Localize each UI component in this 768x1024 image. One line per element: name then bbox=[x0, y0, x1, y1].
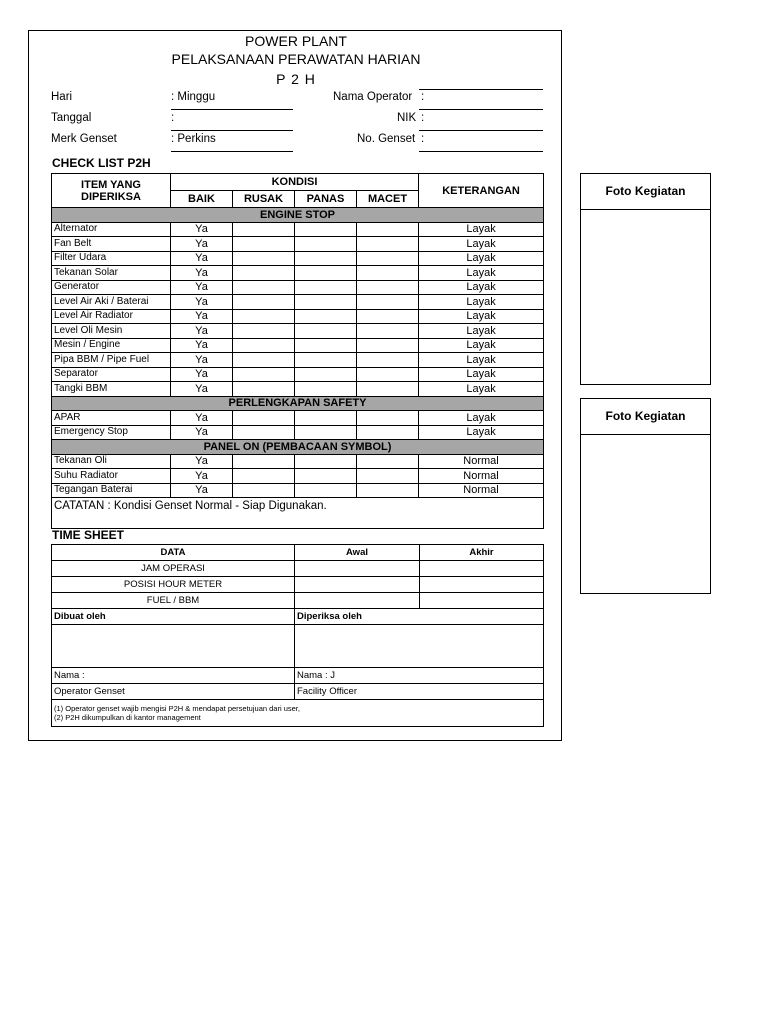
genset-line bbox=[419, 151, 543, 152]
section-header: ENGINE STOP bbox=[52, 208, 544, 223]
table-row bbox=[52, 266, 544, 281]
col-data-header: DATA bbox=[52, 545, 295, 561]
table-row bbox=[52, 411, 544, 426]
panas-cell[interactable] bbox=[295, 454, 357, 469]
operator-value[interactable]: : bbox=[421, 91, 425, 103]
macet-cell[interactable] bbox=[357, 280, 419, 295]
operator-label: Nama Operator bbox=[333, 91, 413, 103]
table-row bbox=[52, 425, 544, 440]
checklist-table bbox=[51, 173, 544, 529]
col-rusak-header: RUSAK bbox=[233, 191, 295, 208]
rusak-cell[interactable] bbox=[233, 266, 295, 281]
rusak-cell[interactable] bbox=[233, 295, 295, 310]
keterangan-cell[interactable]: Layak bbox=[419, 353, 544, 368]
rusak-cell[interactable] bbox=[233, 338, 295, 353]
rusak-cell[interactable] bbox=[233, 309, 295, 324]
signature-right-box[interactable] bbox=[295, 625, 544, 668]
form-title-perawatan: PELAKSANAAN PERAWATAN HARIAN bbox=[171, 51, 421, 67]
item-cell: Pipa BBM / Pipe Fuel bbox=[52, 353, 171, 368]
note-1: (1) Operator genset wajib mengisi P2H & mendapat persetujuan dari user, bbox=[54, 704, 300, 713]
macet-cell[interactable] bbox=[357, 454, 419, 469]
signature-left-box[interactable] bbox=[52, 625, 295, 668]
role-right: Facility Officer bbox=[295, 684, 544, 700]
panas-cell[interactable] bbox=[295, 309, 357, 324]
rusak-cell[interactable] bbox=[233, 382, 295, 397]
rusak-cell[interactable] bbox=[233, 353, 295, 368]
keterangan-cell[interactable]: Layak bbox=[419, 338, 544, 353]
nik-label: NIK bbox=[397, 112, 417, 124]
col-baik-header: BAIK bbox=[171, 191, 233, 208]
panas-cell[interactable] bbox=[295, 411, 357, 426]
akhir-cell[interactable] bbox=[420, 561, 544, 577]
col-panas-header: PANAS bbox=[295, 191, 357, 208]
awal-cell[interactable] bbox=[295, 561, 420, 577]
macet-cell[interactable] bbox=[357, 251, 419, 266]
rusak-cell[interactable] bbox=[233, 483, 295, 498]
macet-cell[interactable] bbox=[357, 353, 419, 368]
rusak-cell[interactable] bbox=[233, 411, 295, 426]
keterangan-cell[interactable]: Layak bbox=[419, 222, 544, 237]
panas-cell[interactable] bbox=[295, 338, 357, 353]
rusak-cell[interactable] bbox=[233, 469, 295, 484]
item-cell: Alternator bbox=[52, 222, 171, 237]
panas-cell[interactable] bbox=[295, 324, 357, 339]
col-awal-header: Awal bbox=[295, 545, 420, 561]
timesheet-table bbox=[51, 544, 544, 727]
item-cell: Separator bbox=[52, 367, 171, 382]
genset-label: No. Genset bbox=[357, 133, 416, 145]
keterangan-cell[interactable]: Layak bbox=[419, 324, 544, 339]
operator-top-line bbox=[419, 89, 543, 90]
section-row bbox=[52, 208, 544, 223]
baik-cell[interactable]: Ya bbox=[171, 454, 233, 469]
item-cell: Fan Belt bbox=[52, 237, 171, 252]
table-row bbox=[52, 338, 544, 353]
panas-cell[interactable] bbox=[295, 367, 357, 382]
section-header: PANEL ON (PEMBACAAN SYMBOL) bbox=[52, 440, 544, 455]
table-row bbox=[52, 353, 544, 368]
table-row bbox=[52, 237, 544, 252]
section-row bbox=[52, 396, 544, 411]
signature-row bbox=[52, 625, 544, 668]
macet-cell[interactable] bbox=[357, 266, 419, 281]
macet-cell[interactable] bbox=[357, 338, 419, 353]
table-row bbox=[52, 454, 544, 469]
tanggal-line bbox=[171, 130, 293, 131]
col-kondisi-header: KONDISI bbox=[171, 174, 419, 191]
keterangan-cell[interactable]: Layak bbox=[419, 411, 544, 426]
keterangan-cell[interactable]: Layak bbox=[419, 309, 544, 324]
baik-cell[interactable]: Ya bbox=[171, 411, 233, 426]
nama-right[interactable]: Nama : J bbox=[295, 668, 544, 684]
table-row bbox=[52, 469, 544, 484]
table-row bbox=[52, 324, 544, 339]
akhir-cell[interactable] bbox=[420, 593, 544, 609]
p2h-form bbox=[28, 30, 562, 741]
col-macet-header: MACET bbox=[357, 191, 419, 208]
macet-cell[interactable] bbox=[357, 222, 419, 237]
baik-cell[interactable]: Ya bbox=[171, 266, 233, 281]
item-cell: Suhu Radiator bbox=[52, 469, 171, 484]
keterangan-cell[interactable]: Layak bbox=[419, 367, 544, 382]
baik-cell[interactable]: Ya bbox=[171, 353, 233, 368]
hari-value[interactable]: : Minggu bbox=[171, 91, 216, 103]
table-row bbox=[52, 593, 544, 609]
signature-header-row bbox=[52, 609, 544, 625]
diperiksa-oleh-label: Diperiksa oleh bbox=[295, 609, 544, 625]
panas-cell[interactable] bbox=[295, 382, 357, 397]
foto-kegiatan-label-2: Foto Kegiatan bbox=[581, 399, 710, 435]
role-left: Operator Genset bbox=[52, 684, 295, 700]
item-cell: APAR bbox=[52, 411, 171, 426]
baik-cell[interactable]: Ya bbox=[171, 469, 233, 484]
baik-cell[interactable]: Ya bbox=[171, 338, 233, 353]
tanggal-value[interactable]: : bbox=[171, 112, 175, 124]
baik-cell[interactable]: Ya bbox=[171, 295, 233, 310]
item-cell: Tangki BBM bbox=[52, 382, 171, 397]
macet-cell[interactable] bbox=[357, 483, 419, 498]
rusak-cell[interactable] bbox=[233, 222, 295, 237]
item-cell: Tegangan Baterai bbox=[52, 483, 171, 498]
baik-cell[interactable]: Ya bbox=[171, 425, 233, 440]
panas-cell[interactable] bbox=[295, 266, 357, 281]
rusak-cell[interactable] bbox=[233, 324, 295, 339]
macet-cell[interactable] bbox=[357, 425, 419, 440]
genset-value[interactable]: : bbox=[421, 133, 425, 145]
baik-cell[interactable]: Ya bbox=[171, 222, 233, 237]
panas-cell[interactable] bbox=[295, 295, 357, 310]
keterangan-cell[interactable]: Layak bbox=[419, 237, 544, 252]
baik-cell[interactable]: Ya bbox=[171, 367, 233, 382]
notes-row bbox=[52, 700, 544, 727]
role-row bbox=[52, 684, 544, 700]
awal-cell[interactable] bbox=[295, 577, 420, 593]
keterangan-cell[interactable]: Layak bbox=[419, 295, 544, 310]
panas-cell[interactable] bbox=[295, 222, 357, 237]
panas-cell[interactable] bbox=[295, 237, 357, 252]
data-label-cell: POSISI HOUR METER bbox=[52, 577, 295, 593]
baik-cell[interactable]: Ya bbox=[171, 483, 233, 498]
panas-cell[interactable] bbox=[295, 251, 357, 266]
item-cell: Mesin / Engine bbox=[52, 338, 171, 353]
baik-cell[interactable]: Ya bbox=[171, 382, 233, 397]
nama-left[interactable]: Nama : bbox=[52, 668, 295, 684]
catatan-text[interactable]: CATATAN : Kondisi Genset Normal - Siap Digunakan. bbox=[52, 498, 544, 529]
table-row bbox=[52, 561, 544, 577]
hari-line bbox=[171, 109, 293, 110]
panas-cell[interactable] bbox=[295, 425, 357, 440]
form-title-power-plant: POWER PLANT bbox=[245, 33, 347, 49]
table-row bbox=[52, 483, 544, 498]
keterangan-cell[interactable]: Layak bbox=[419, 251, 544, 266]
table-row bbox=[52, 280, 544, 295]
hari-label: Hari bbox=[51, 91, 73, 103]
keterangan-cell[interactable]: Layak bbox=[419, 280, 544, 295]
form-title-p2h: P 2 H bbox=[276, 71, 316, 87]
keterangan-cell[interactable]: Layak bbox=[419, 382, 544, 397]
col-akhir-header: Akhir bbox=[420, 545, 544, 561]
baik-cell[interactable]: Ya bbox=[171, 309, 233, 324]
rusak-cell[interactable] bbox=[233, 425, 295, 440]
panas-cell[interactable] bbox=[295, 280, 357, 295]
section-header: PERLENGKAPAN SAFETY bbox=[52, 396, 544, 411]
rusak-cell[interactable] bbox=[233, 251, 295, 266]
macet-cell[interactable] bbox=[357, 295, 419, 310]
item-cell: Level Air Aki / Baterai bbox=[52, 295, 171, 310]
table-row bbox=[52, 309, 544, 324]
foto-kegiatan-box-2[interactable] bbox=[580, 398, 711, 594]
table-row bbox=[52, 251, 544, 266]
operator-line bbox=[419, 109, 543, 110]
merk-label: Merk Genset bbox=[51, 133, 117, 145]
foto-kegiatan-label-1: Foto Kegiatan bbox=[581, 174, 710, 210]
data-label-cell: JAM OPERASI bbox=[52, 561, 295, 577]
dibuat-oleh-label: Dibuat oleh bbox=[52, 609, 295, 625]
table-row bbox=[52, 222, 544, 237]
item-cell: Level Air Radiator bbox=[52, 309, 171, 324]
table-row bbox=[52, 382, 544, 397]
macet-cell[interactable] bbox=[357, 469, 419, 484]
keterangan-cell[interactable]: Normal bbox=[419, 483, 544, 498]
catatan-row bbox=[52, 498, 544, 529]
rusak-cell[interactable] bbox=[233, 367, 295, 382]
rusak-cell[interactable] bbox=[233, 237, 295, 252]
table-row bbox=[52, 577, 544, 593]
notes-cell bbox=[52, 700, 544, 727]
macet-cell[interactable] bbox=[357, 309, 419, 324]
tanggal-label: Tanggal bbox=[51, 112, 92, 124]
col-item-header: ITEM YANG DIPERIKSA bbox=[52, 174, 171, 208]
rusak-cell[interactable] bbox=[233, 280, 295, 295]
section-row bbox=[52, 440, 544, 455]
checklist-title: CHECK LIST P2H bbox=[52, 156, 151, 170]
baik-cell[interactable]: Ya bbox=[171, 237, 233, 252]
baik-cell[interactable]: Ya bbox=[171, 324, 233, 339]
nik-line bbox=[419, 130, 543, 131]
table-row bbox=[52, 295, 544, 310]
item-cell: Filter Udara bbox=[52, 251, 171, 266]
note-2: (2) P2H dikumpulkan di kantor management bbox=[54, 713, 201, 722]
item-cell: Tekanan Solar bbox=[52, 266, 171, 281]
keterangan-cell[interactable]: Normal bbox=[419, 454, 544, 469]
item-cell: Level Oli Mesin bbox=[52, 324, 171, 339]
macet-cell[interactable] bbox=[357, 237, 419, 252]
awal-cell[interactable] bbox=[295, 593, 420, 609]
macet-cell[interactable] bbox=[357, 324, 419, 339]
foto-kegiatan-box-1[interactable] bbox=[580, 173, 711, 385]
panas-cell[interactable] bbox=[295, 353, 357, 368]
merk-line bbox=[171, 151, 293, 152]
item-cell: Emergency Stop bbox=[52, 425, 171, 440]
macet-cell[interactable] bbox=[357, 382, 419, 397]
panas-cell[interactable] bbox=[295, 469, 357, 484]
table-row bbox=[52, 367, 544, 382]
macet-cell[interactable] bbox=[357, 367, 419, 382]
col-keterangan-header: KETERANGAN bbox=[419, 174, 544, 208]
baik-cell[interactable]: Ya bbox=[171, 280, 233, 295]
akhir-cell[interactable] bbox=[420, 577, 544, 593]
timesheet-title: TIME SHEET bbox=[52, 528, 125, 542]
keterangan-cell[interactable]: Normal bbox=[419, 469, 544, 484]
nama-row bbox=[52, 668, 544, 684]
item-cell: Tekanan Oli bbox=[52, 454, 171, 469]
baik-cell[interactable]: Ya bbox=[171, 251, 233, 266]
keterangan-cell[interactable]: Layak bbox=[419, 425, 544, 440]
rusak-cell[interactable] bbox=[233, 454, 295, 469]
macet-cell[interactable] bbox=[357, 411, 419, 426]
data-label-cell: FUEL / BBM bbox=[52, 593, 295, 609]
keterangan-cell[interactable]: Layak bbox=[419, 266, 544, 281]
item-cell: Generator bbox=[52, 280, 171, 295]
nik-value[interactable]: : bbox=[421, 112, 425, 124]
panas-cell[interactable] bbox=[295, 483, 357, 498]
merk-value[interactable]: : Perkins bbox=[171, 133, 216, 145]
